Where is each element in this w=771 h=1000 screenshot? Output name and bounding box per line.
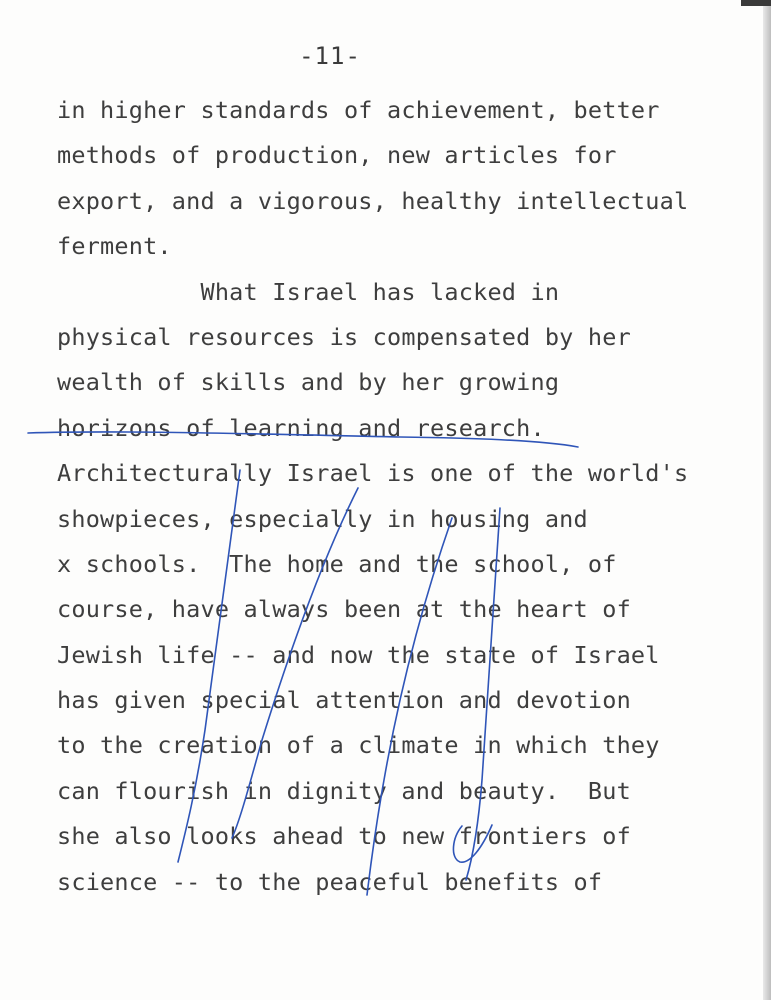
text-line: course, have always been at the heart of <box>57 595 631 624</box>
text-line: science -- to the peaceful benefits of <box>57 867 603 896</box>
text-line: x schools. The home and the school, of <box>57 549 617 578</box>
text-line: methods of production, new articles for <box>57 141 617 170</box>
text-line: in higher standards of achievement, better <box>57 96 660 124</box>
text-line: to the creation of a climate in which they <box>57 731 660 760</box>
text-line: she also looks ahead to new frontiers of <box>57 822 631 851</box>
text-line: showpieces, especially in housing and <box>57 504 588 533</box>
text-line: ferment. <box>57 232 172 261</box>
text-line: can flourish in dignity and beauty. But <box>57 776 631 805</box>
text-line: Jewish life -- and now the state of Israel <box>57 640 660 669</box>
text-line: has given special attention and devotion <box>57 686 631 715</box>
text-line: horizons of learning and research. <box>57 413 545 442</box>
text-line: wealth of skills and by her growing <box>57 368 560 397</box>
page-number: -11- <box>299 42 361 70</box>
text-line: Architecturally Israel is one of the world's <box>57 459 689 488</box>
typed-text-body <box>57 88 757 905</box>
text-line: What Israel has lacked in <box>57 277 560 306</box>
text-line: export, and a vigorous, healthy intellectual <box>57 186 689 215</box>
text-line: physical resources is compensated by her <box>57 322 631 351</box>
scan-border-mark <box>741 0 771 6</box>
page-edge-shadow <box>763 0 771 1000</box>
